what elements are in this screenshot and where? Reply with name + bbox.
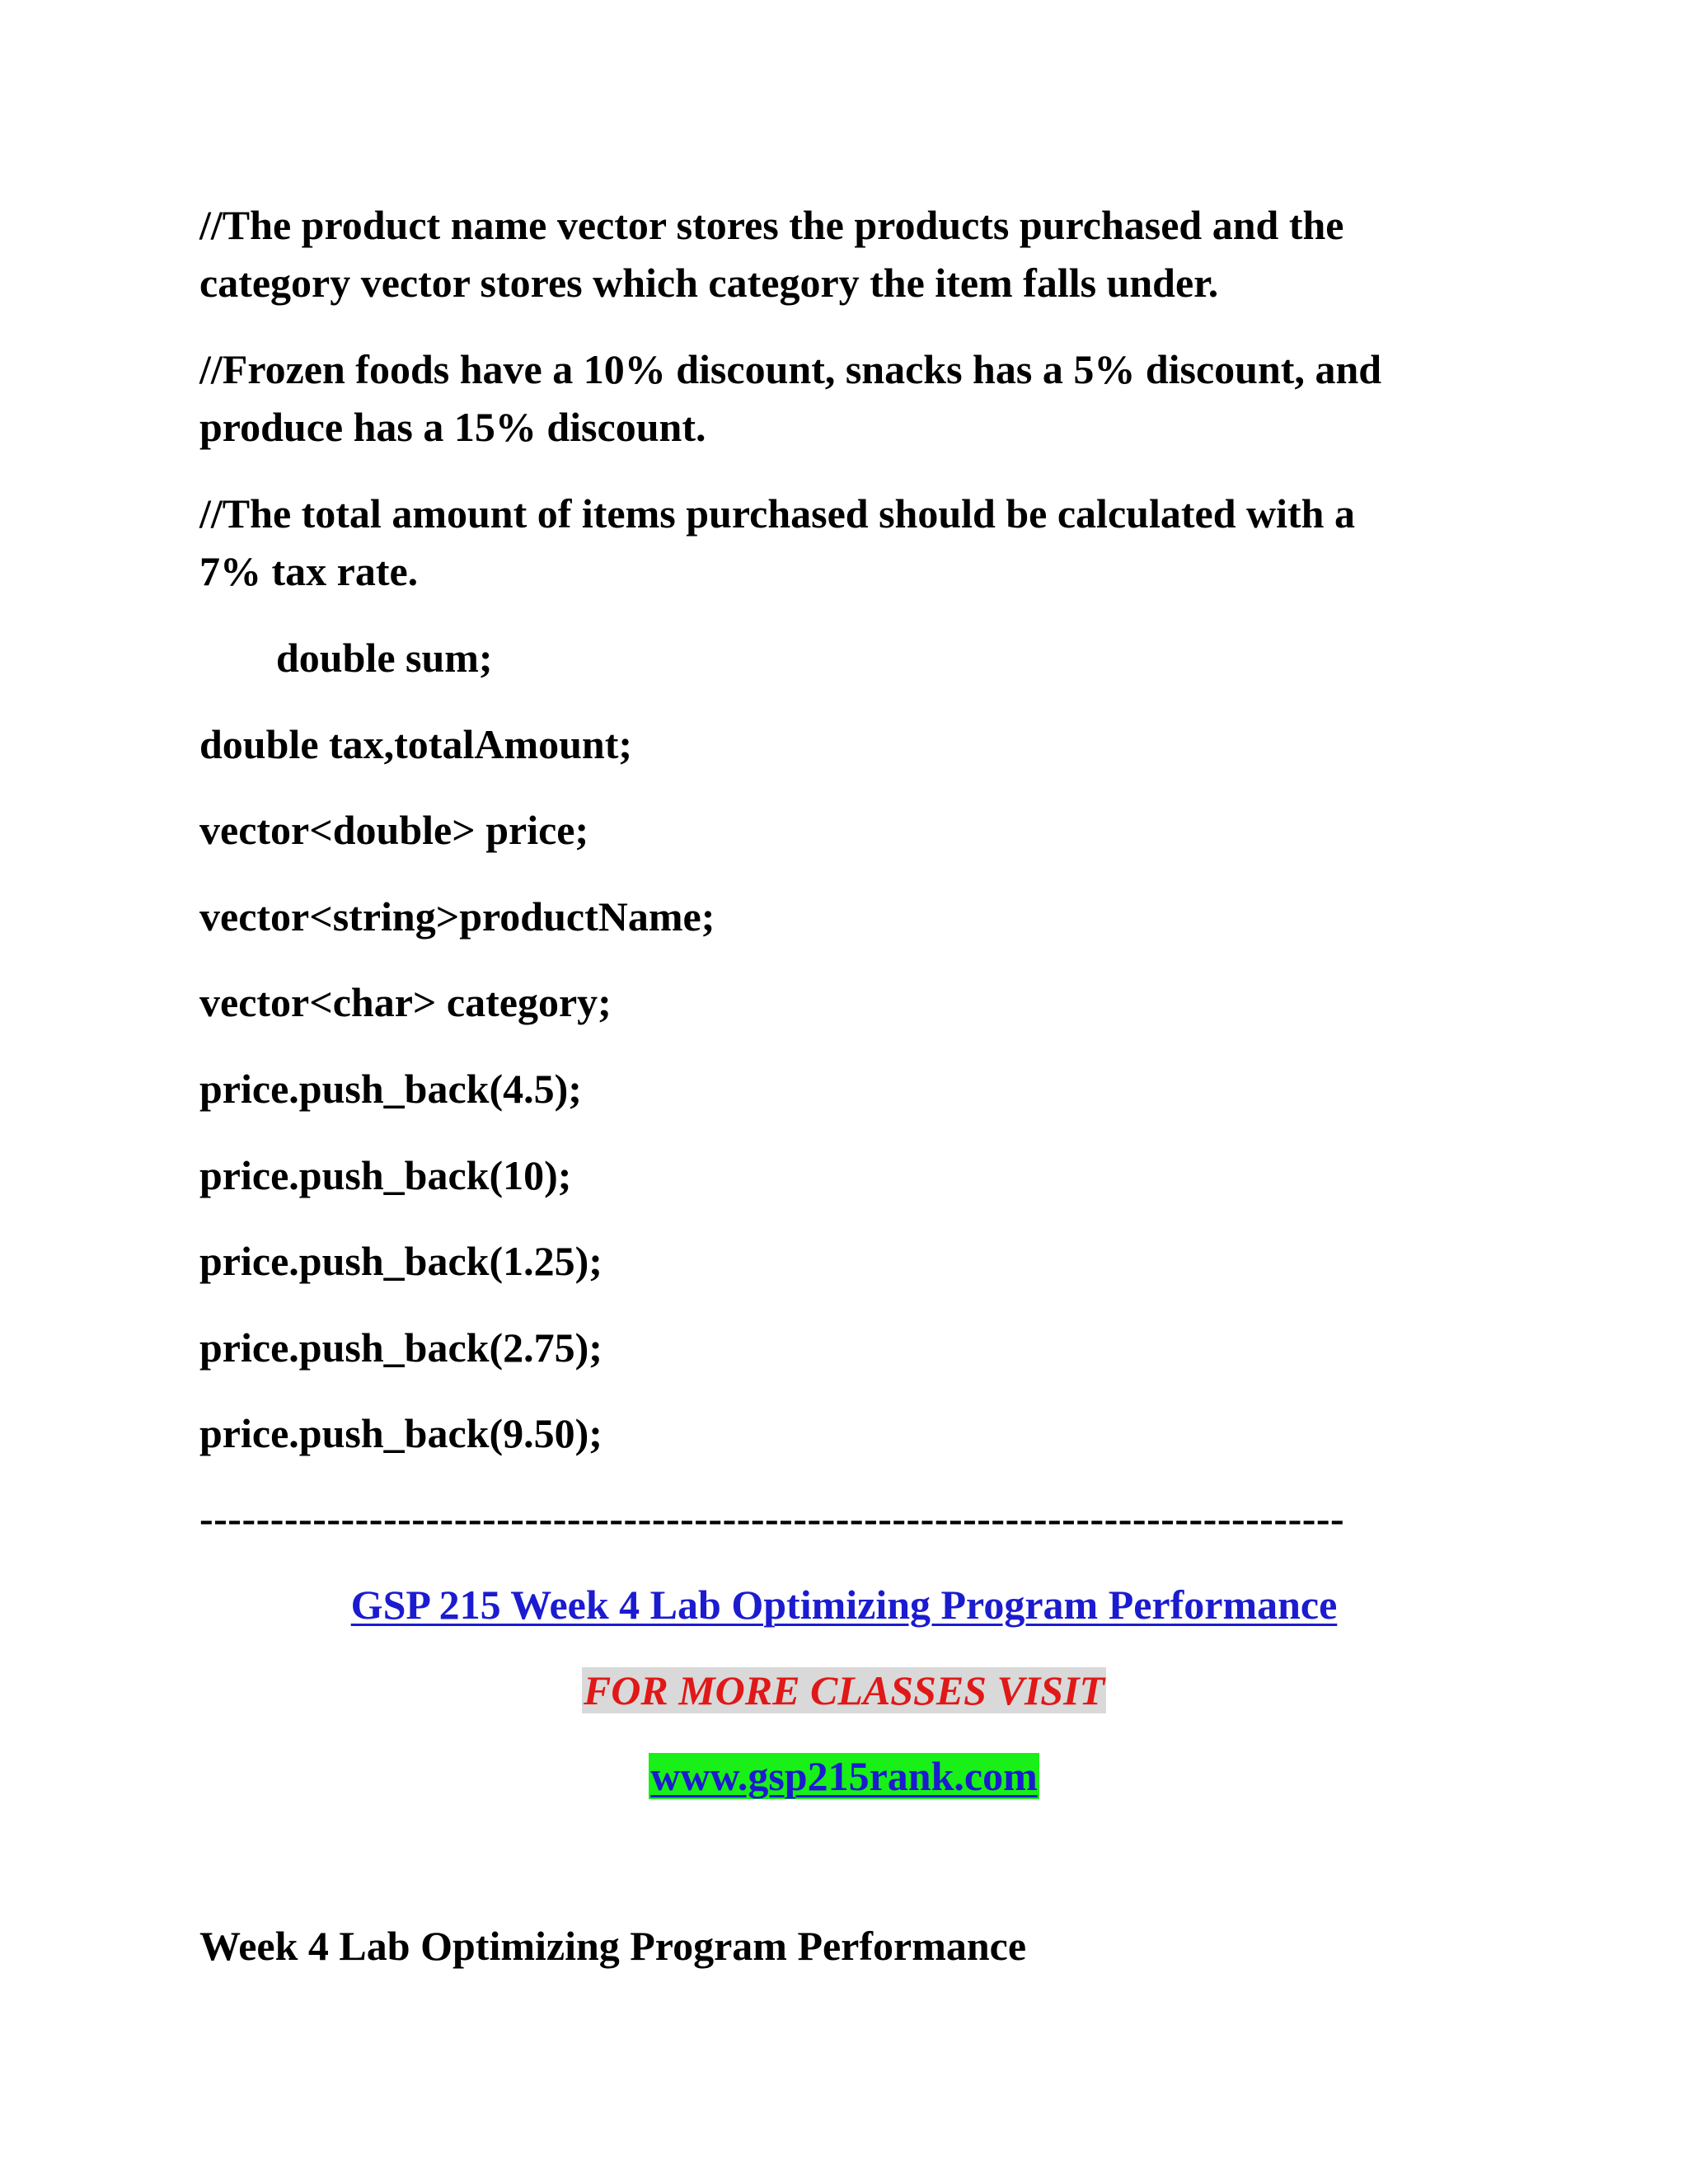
course-title-link[interactable]: GSP 215 Week 4 Lab Optimizing Program Performance [350,1582,1338,1628]
section-heading: Week 4 Lab Optimizing Program Performance [199,1923,1027,1969]
website-link[interactable]: www.gsp215rank.com [650,1753,1038,1799]
code-line: vector<char> category; [199,979,612,1025]
code-line: price.push_back(4.5); [199,1066,582,1112]
code-line: price.push_back(1.25); [199,1238,603,1284]
promo-visit-text: FOR MORE CLASSES VISIT [583,1667,1105,1713]
comment-2-line-2: produce has a 15% discount. [199,404,706,450]
divider-line: --------------------------------------------------------------------------------- [199,1495,1345,1541]
comment-3-line-1: //The total amount of items purchased should be calculated with a [199,490,1355,537]
code-line: price.push_back(2.75); [199,1324,603,1371]
code-line: price.push_back(9.50); [199,1410,603,1456]
comment-1-line-1: //The product name vector stores the products purchased and the [199,202,1344,248]
code-line: price.push_back(10); [199,1152,572,1198]
comment-1-line-2: category vector stores which category the item falls under. [199,260,1219,306]
code-line: vector<string>productName; [199,893,715,940]
comment-2-line-1: //Frozen foods have a 10% discount, snacks has a 5% discount, and [199,346,1382,392]
url-row [0,1747,1688,1805]
code-line: double tax,totalAmount; [199,721,633,767]
course-link-row [0,1576,1688,1633]
code-line: vector<double> price; [199,807,589,853]
comment-3-line-2: 7% tax rate. [199,548,419,594]
code-line: double sum; [276,635,493,681]
promo-row [0,1661,1688,1719]
